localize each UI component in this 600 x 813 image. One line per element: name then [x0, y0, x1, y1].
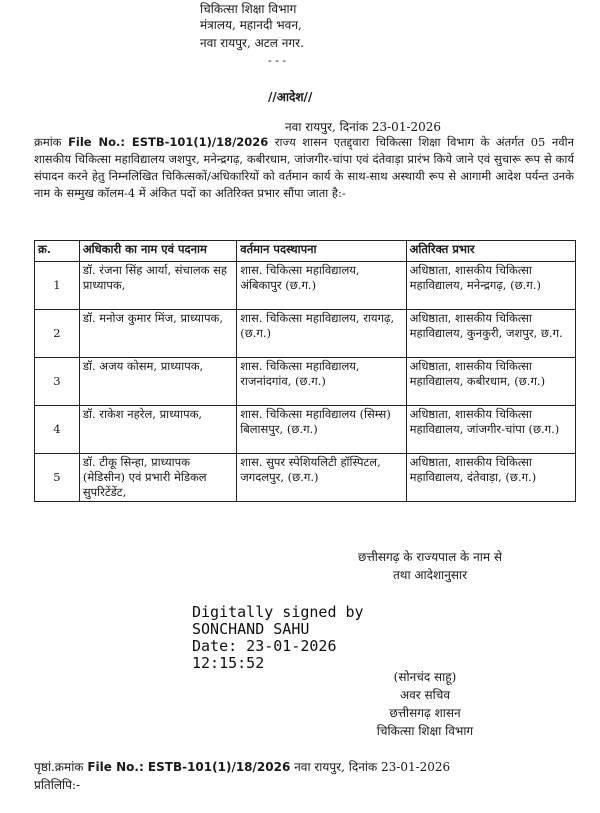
- serial-cell: 5: [35, 454, 80, 502]
- charge-cell: अधिष्ठाता, शासकीय चिकित्सा महाविद्यालय, जांजगीर-चांपा (छ.ग.): [406, 406, 575, 454]
- table-header-row: [35, 241, 576, 262]
- order-number-prefix: क्रमांक: [34, 135, 62, 149]
- signatory-block: [340, 668, 510, 740]
- charge-cell: अधिष्ठाता, शासकीय चिकित्सा महाविद्यालय, मनेन्द्रगढ़, (छ.ग.): [406, 262, 575, 310]
- table-row: [35, 406, 576, 454]
- officer-cell: डॉ. रंजना सिंह आर्या, संचालक सह प्राध्यापक,: [79, 262, 236, 310]
- signatory-designation: अवर सचिव: [399, 688, 451, 702]
- posting-cell: शास. चिकित्सा महाविद्यालय, रायगढ़, (छ.ग.): [237, 310, 406, 358]
- order-date: नवा रायपुर, दिनांक 23-01-2026: [285, 120, 442, 134]
- table-row: [35, 358, 576, 406]
- endorsement-prefix: पृष्ठां.क्रमांक: [34, 760, 84, 774]
- signatory-name: (सोनचंद साहू): [393, 670, 457, 684]
- posting-cell: शास. चिकित्सा महाविद्यालय (सिम्स) बिलासपुर, (छ.ग.): [237, 406, 406, 454]
- order-file-number: File No.: ESTB-101(1)/18/2026: [68, 135, 269, 149]
- charge-cell: अधिष्ठाता, शासकीय चिकित्सा महाविद्यालय, कबीरधाम, (छ.ग.): [406, 358, 575, 406]
- table-row: [35, 262, 576, 310]
- city-address: नवा रायपुर, अटल नगर.: [200, 36, 304, 50]
- digital-signature-stamp: [192, 604, 364, 672]
- col-header-officer: अधिकारी का नाम एवं पदनाम: [79, 241, 236, 262]
- order-title: //आदेश//: [268, 90, 313, 104]
- serial-cell: 3: [35, 358, 80, 406]
- posting-cell: शास. चिकित्सा महाविद्यालय, राजनांदगांव, (छ.ग.): [237, 358, 406, 406]
- governor-authority: [330, 548, 530, 584]
- col-header-posting: वर्तमान पदस्थापना: [237, 241, 406, 262]
- serial-cell: 1: [35, 262, 80, 310]
- governor-line-2: तथा आदेशानुसार: [392, 568, 468, 582]
- copy-label: प्रतिलिपि:-: [34, 778, 81, 792]
- serial-cell: 2: [35, 310, 80, 358]
- order-body-text: राज्य शासन एतद्द्वारा चिकित्सा शिक्षा विभाग के अंतर्गत 05 नवीन शासकीय चिकित्सा महाविद्यालय जशपुर, मनेन्द्रगढ़, कबीरधाम, जांजगीर-चांपा एवं दंतेवाड़ा प्रारंभ किये जाने एवं सुचारू रूप से कार्य संपादन करने हेतु निम्नलिखित चिकित्सकों/अधिकारियों को वर्तमान कार्य के साथ-साथ अस्थायी रूप से आगामी आदेश पर्यन्त उनके नाम के सम्मुख कॉलम-4 में अंकित पदों का अतिरिक्त प्रभार सौंपा जाता है:-: [34, 135, 574, 200]
- serial-cell: 4: [35, 406, 80, 454]
- officer-cell: डॉ. राकेश नहरेल, प्राध्यापक,: [79, 406, 236, 454]
- signatory-department: चिकित्सा शिक्षा विभाग: [376, 724, 474, 738]
- table-row: [35, 310, 576, 358]
- officer-cell: डॉ. टीकू सिन्हा, प्राध्यापक (मेडिसीन) एवं प्रभारी मेडिकल सुपरिटेंडेंट,: [79, 454, 236, 502]
- table-row: [35, 454, 576, 502]
- signatory-government: छत्तीसगढ़ शासन: [389, 706, 461, 720]
- charge-table: [34, 240, 576, 502]
- charge-cell: अधिष्ठाता, शासकीय चिकित्सा महाविद्यालय, कुनकुरी, जशपुर, छ.ग.: [406, 310, 575, 358]
- department-name: चिकित्सा शिक्षा विभाग: [200, 2, 297, 16]
- signature-line-4: 12:15:52: [192, 654, 265, 672]
- signature-line-3: Date: 23-01-2026: [192, 637, 337, 655]
- signature-line-1: Digitally signed by: [192, 603, 364, 621]
- endorsement-date: नवा रायपुर, दिनांक 23-01-2026: [290, 760, 451, 774]
- charge-cell: अधिष्ठाता, शासकीय चिकित्सा महाविद्यालय, दंतेवाड़ा, (छ.ग.): [406, 454, 575, 502]
- endorsement-file-number: File No.: ESTB-101(1)/18/2026: [87, 760, 291, 774]
- col-header-charge: अतिरिक्त प्रभार: [406, 241, 575, 262]
- order-body: [34, 134, 574, 202]
- officer-cell: डॉ. अजय कोसम, प्राध्यापक,: [79, 358, 236, 406]
- posting-cell: शास. सुपर स्पेशियलिटी हॉस्पिटल, जगदलपुर, (छ.ग.): [237, 454, 406, 502]
- governor-line-1: छत्तीसगढ़ के राज्यपाल के नाम से: [358, 550, 502, 564]
- officer-cell: डॉ. मनोज कुमार मिंज, प्राध्यापक,: [79, 310, 236, 358]
- posting-cell: शास. चिकित्सा महाविद्यालय, अंबिकापुर (छ.ग.): [237, 262, 406, 310]
- col-header-serial: क्र.: [35, 241, 80, 262]
- endorsement-line: [34, 758, 450, 775]
- ministry-building: मंत्रालय, महानदी भवन,: [200, 18, 302, 32]
- header-separator: - - -: [268, 54, 287, 67]
- signature-line-2: SONCHAND SAHU: [192, 620, 310, 638]
